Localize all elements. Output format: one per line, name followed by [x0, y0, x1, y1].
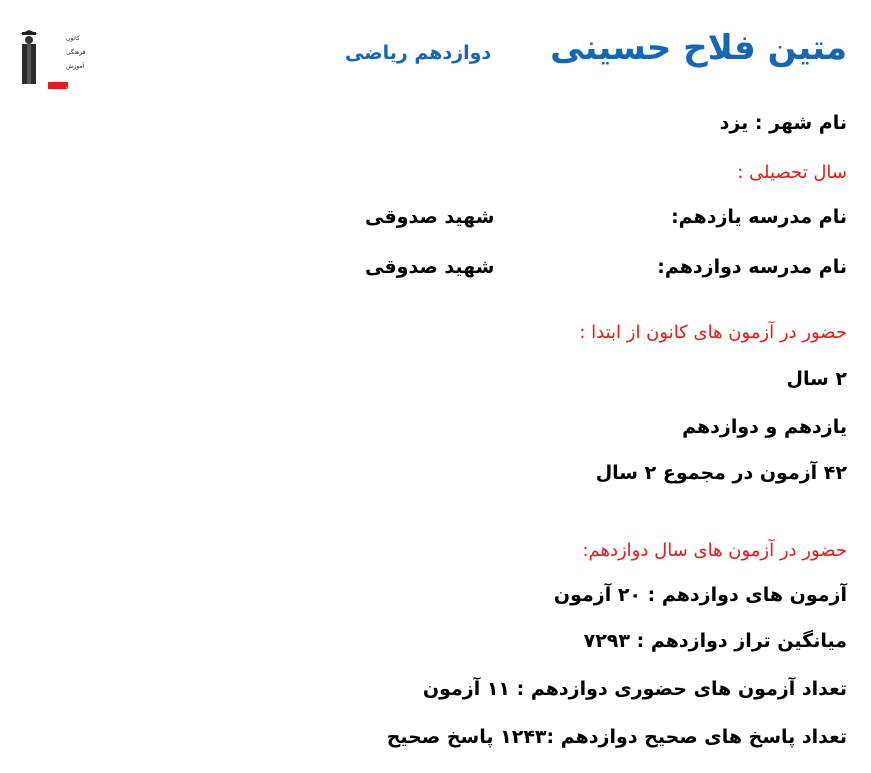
- grade12-attendance-heading: حضور در آزمون های سال دوازدهم:: [582, 540, 847, 561]
- school-11-label: نام مدرسه یازدهم:: [671, 206, 847, 228]
- kanoon-attendance-heading: حضور در آزمون های کانون از ابتدا :: [579, 322, 847, 343]
- grade12-correct-answers: تعداد پاسخ های صحیح دوازدهم :۱۲۴۳ پاسخ صحیح: [386, 726, 847, 748]
- city-line: نام شهر : یزد: [719, 112, 847, 134]
- attendance-total-exams: ۴۲ آزمون در مجموع ۲ سال: [595, 462, 847, 484]
- svg-text:فرهنگی: فرهنگی: [66, 49, 86, 56]
- academic-year-heading: سال تحصیلی :: [737, 162, 847, 183]
- attendance-years: ۲ سال: [786, 368, 847, 390]
- school-12-value: شهید صدوقی: [365, 256, 495, 278]
- attendance-grades: یازدهم و دوازدهم: [682, 416, 847, 438]
- kanoon-logo: [18, 28, 86, 90]
- svg-text:قلم چی: قلم چی: [66, 84, 83, 90]
- grade12-average: میانگین تراز دوازدهم : ۷۲۹۳: [583, 630, 847, 652]
- grade12-attended: تعداد آزمون های حضوری دوازدهم : ۱۱ آزمون: [422, 678, 847, 700]
- svg-text:کانون: کانون: [66, 35, 80, 42]
- student-name: متین فلاح حسینی: [550, 28, 847, 68]
- school-11-value: شهید صدوقی: [365, 206, 495, 228]
- school-12-label: نام مدرسه دوازدهم:: [657, 256, 847, 278]
- grade12-exams: آزمون های دوازدهم : ۲۰ آزمون: [553, 584, 847, 606]
- svg-text:آموزش: آموزش: [66, 63, 85, 70]
- grade-field: دوازدهم ریاضی: [345, 42, 492, 64]
